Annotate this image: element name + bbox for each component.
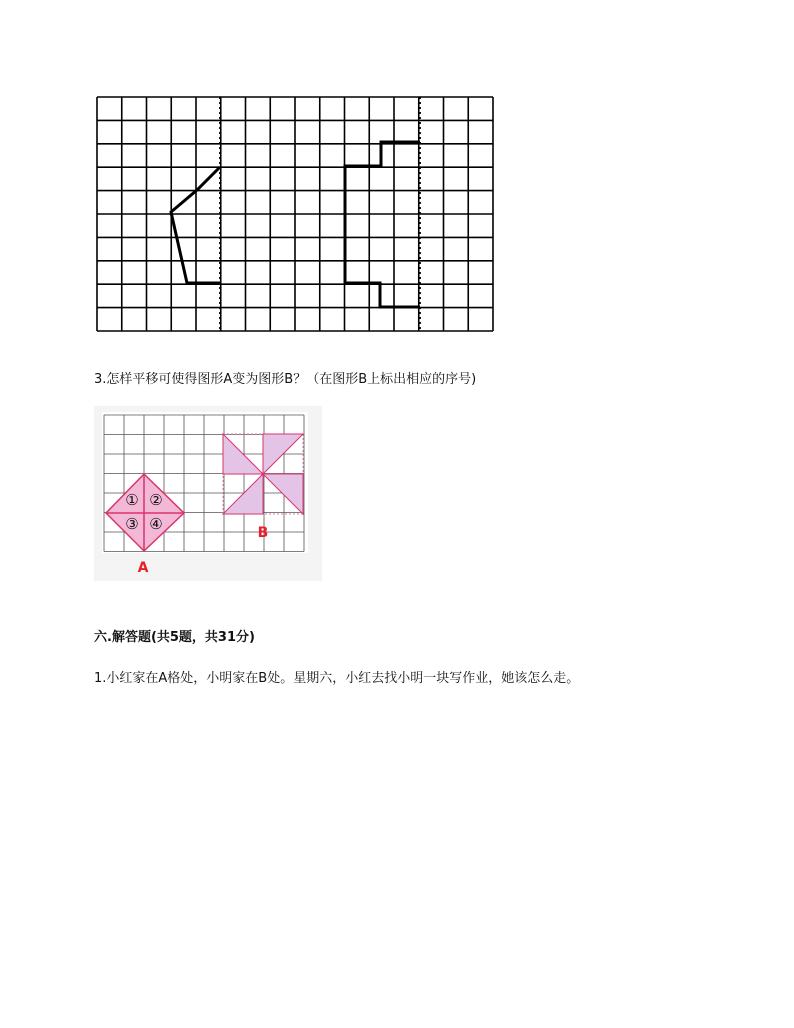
section-6-question-1: 1.小红家在A格处，小明家在B处。星期六，小红去找小明一块写作业，她该怎么走。 <box>94 671 580 686</box>
section-6-title: 六.解答题(共5题，共31分) <box>94 630 255 645</box>
piece-number-4: ④ <box>149 515 163 533</box>
piece-number-3: ③ <box>125 515 139 533</box>
piece-number-2: ② <box>149 491 163 509</box>
question-3-text: 3.怎样平移可使得图形A变为图形B？（在图形B上标出相应的序号) <box>94 372 477 387</box>
grid-lines <box>97 97 493 331</box>
figure-b-label: B <box>257 525 269 541</box>
piece-number-1: ① <box>125 491 139 509</box>
figure-b <box>223 434 303 514</box>
figure-a-label: A <box>137 560 149 576</box>
translation-grid-figure <box>94 406 322 581</box>
symmetry-grid-figure <box>94 94 496 334</box>
